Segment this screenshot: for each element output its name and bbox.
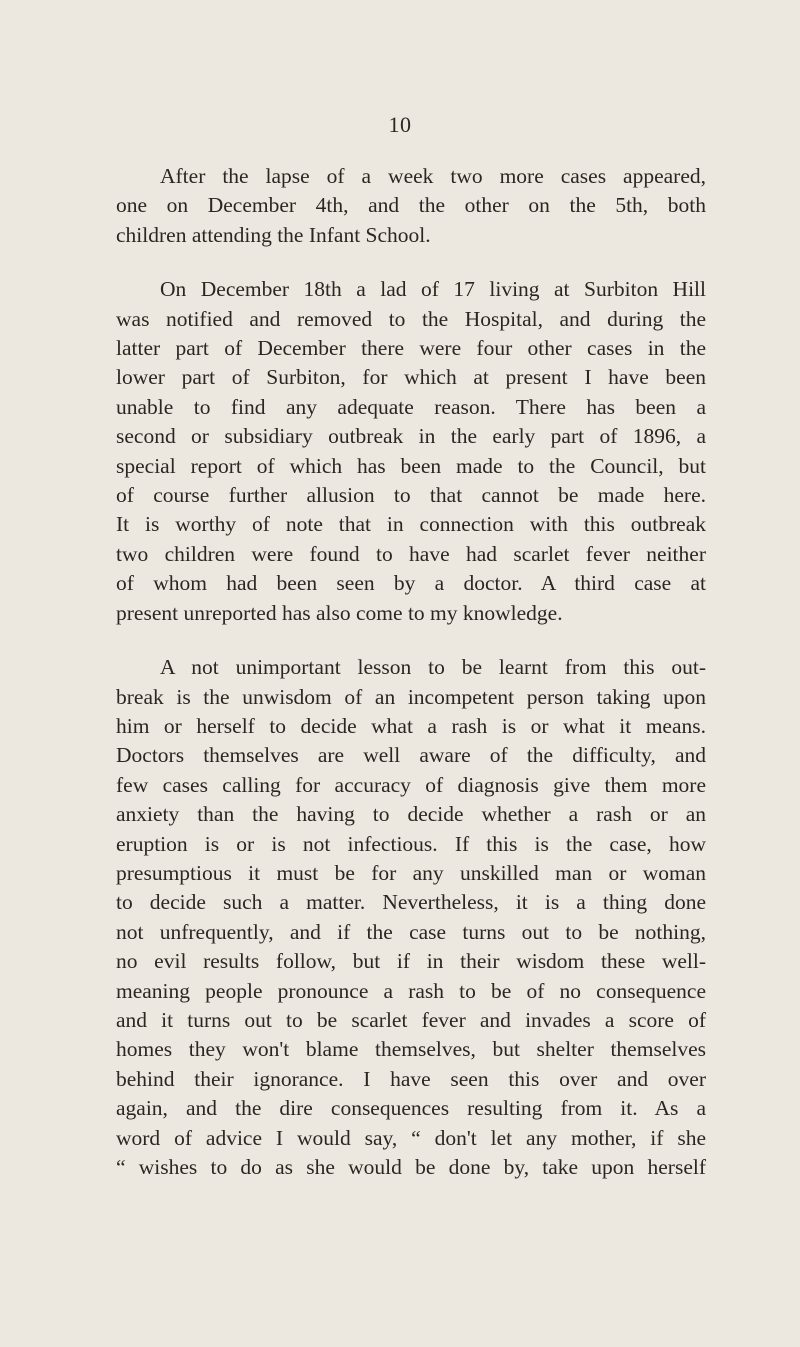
text-line: no evil results follow, but if in their wisdom these well- <box>116 949 706 974</box>
paragraph-2 <box>116 275 706 628</box>
text-line: behind their ignorance. I have seen this over and over <box>116 1066 706 1091</box>
text-line: lower part of Surbiton, for which at present I have been <box>116 365 706 390</box>
text-line: latter part of December there were four other cases in the <box>116 336 706 361</box>
text-line: again, and the dire consequences resulting from it. As a <box>116 1096 706 1121</box>
text-line: eruption is or is not infectious. If this is the case, how <box>116 831 706 856</box>
text-line: present unreported has also come to my knowledge. <box>116 600 563 625</box>
text-line: not unfrequently, and if the case turns out to be nothing, <box>116 919 706 944</box>
text-line: one on December 4th, and the other on the 5th, both <box>116 193 706 218</box>
text-line: two children were found to have had scarlet fever neither <box>116 541 706 566</box>
paragraph-1 <box>116 162 706 250</box>
text-line: unable to find any adequate reason. There has been a <box>116 394 706 419</box>
text-line: word of advice I would say, “ don't let any mother, if she <box>116 1125 706 1150</box>
text-line: “ wishes to do as she would be done by, take upon herself <box>116 1155 706 1179</box>
text-line: few cases calling for accuracy of diagnosis give them more <box>116 772 706 797</box>
text-line: was notified and removed to the Hospital, and during the <box>116 306 706 331</box>
page-number: 10 <box>388 112 412 137</box>
text-line: presumptious it must be for any unskilled man or woman <box>116 860 706 885</box>
text-line: A not unimportant lesson to be learnt from this out- <box>160 655 706 680</box>
text-line: homes they won't blame themselves, but shelter themselves <box>116 1037 706 1062</box>
text-line: meaning people pronounce a rash to be of no consequence <box>116 978 706 1003</box>
body-text <box>116 162 706 1207</box>
text-line: him or herself to decide what a rash is or what it means. <box>116 713 706 738</box>
text-line: Doctors themselves are well aware of the difficulty, and <box>116 743 706 768</box>
text-line: second or subsidiary outbreak in the early part of 1896, a <box>116 424 706 449</box>
text-line: of course further allusion to that cannot be made here. <box>116 483 706 508</box>
text-line: children attending the Infant School. <box>116 222 431 247</box>
text-line: break is the unwisdom of an incompetent person taking upon <box>116 684 706 709</box>
text-line: On December 18th a lad of 17 living at Surbiton Hill <box>160 277 706 302</box>
text-line: and it turns out to be scarlet fever and invades a score of <box>116 1007 706 1032</box>
text-line: special report of which has been made to the Council, but <box>116 453 706 478</box>
text-line: of whom had been seen by a doctor. A third case at <box>116 571 706 596</box>
text-line: It is worthy of note that in connection with this outbreak <box>116 512 706 537</box>
paragraph-3 <box>116 653 706 1182</box>
text-line: anxiety than the having to decide whether a rash or an <box>116 802 706 827</box>
text-line: to decide such a matter. Nevertheless, it is a thing done <box>116 890 706 915</box>
text-line: After the lapse of a week two more cases appeared, <box>160 164 706 188</box>
